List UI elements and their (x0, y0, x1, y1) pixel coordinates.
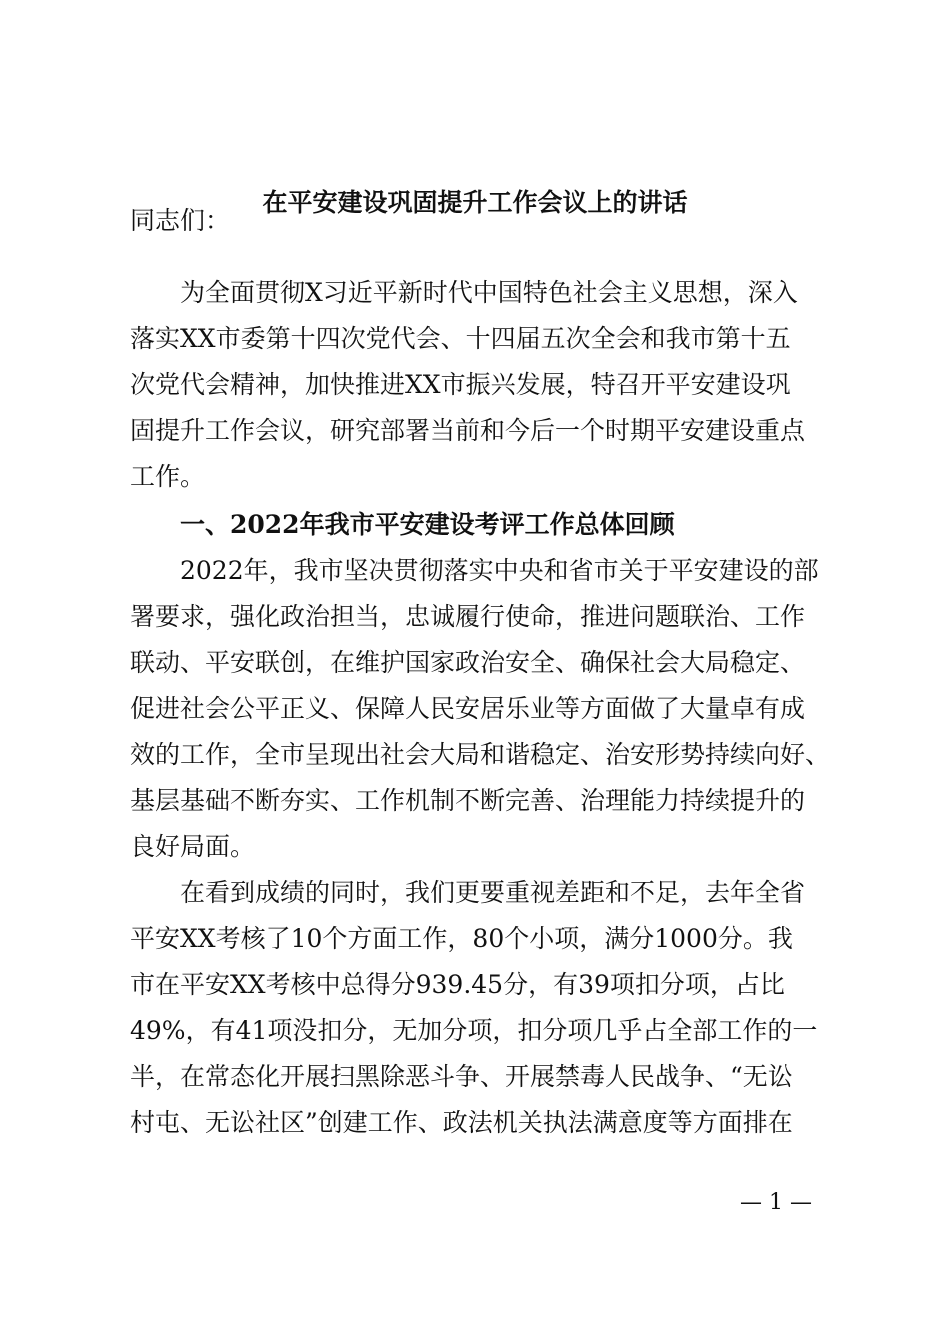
paragraph-line: 次党代会精神，加快推进XX市振兴发展，特召开平安建设巩 (130, 370, 791, 399)
page-number: — 1 — (740, 1190, 812, 1215)
paragraph-line: 半，在常态化开展扫黑除恶斗争、开展禁毒人民战争、“无讼 (130, 1062, 793, 1091)
paragraph-line: 工作。 (130, 462, 206, 491)
paragraph-line: 为全面贯彻X习近平新时代中国特色社会主义思想，深入 (130, 278, 798, 307)
paragraph-line: 在看到成绩的同时，我们更要重视差距和不足，去年全省 (130, 878, 806, 907)
paragraph-line: 联动、平安联创，在维护国家政治安全、确保社会大局稳定、 (130, 648, 806, 677)
paragraph-review (130, 548, 830, 870)
paragraph-line: 良好局面。 (130, 832, 256, 861)
salutation: 同志们： (130, 206, 231, 235)
section-heading: 一、2022年我市平安建设考评工作总体回顾 (180, 510, 675, 539)
paragraph-line: 49%，有41项没扣分，无加分项，扣分项几乎占全部工作的一 (130, 1016, 818, 1045)
paragraph-line: 促进社会公平正义、保障人民安居乐业等方面做了大量卓有成 (130, 694, 806, 723)
paragraph-line: 平安XX考核了10个方面工作，80个小项，满分1000分。我 (130, 924, 793, 953)
paragraph-line: 市在平安XX考核中总得分939.45分，有39项扣分项，占比 (130, 970, 785, 999)
paragraph-line: 基层基础不断夯实、工作机制不断完善、治理能力持续提升的 (130, 786, 806, 815)
paragraph-line: 效的工作，全市呈现出社会大局和谐稳定、治安形势持续向好、 (130, 740, 831, 769)
paragraph-line: 固提升工作会议，研究部署当前和今后一个时期平安建设重点 (130, 416, 806, 445)
paragraph-line: 2022年，我市坚决贯彻落实中央和省市关于平安建设的部 (130, 556, 819, 585)
document-title: 在平安建设巩固提升工作会议上的讲话 (262, 188, 688, 217)
paragraph-line: 落实XX市委第十四次党代会、十四届五次全会和我市第十五 (130, 324, 791, 353)
paragraph-line: 署要求，强化政治担当，忠诚履行使命，推进问题联治、工作 (130, 602, 806, 631)
paragraph-intro (130, 270, 830, 500)
paragraph-shortcomings (130, 870, 830, 1146)
paragraph-line: 村屯、无讼社区”创建工作、政法机关执法满意度等方面排在 (130, 1108, 793, 1137)
